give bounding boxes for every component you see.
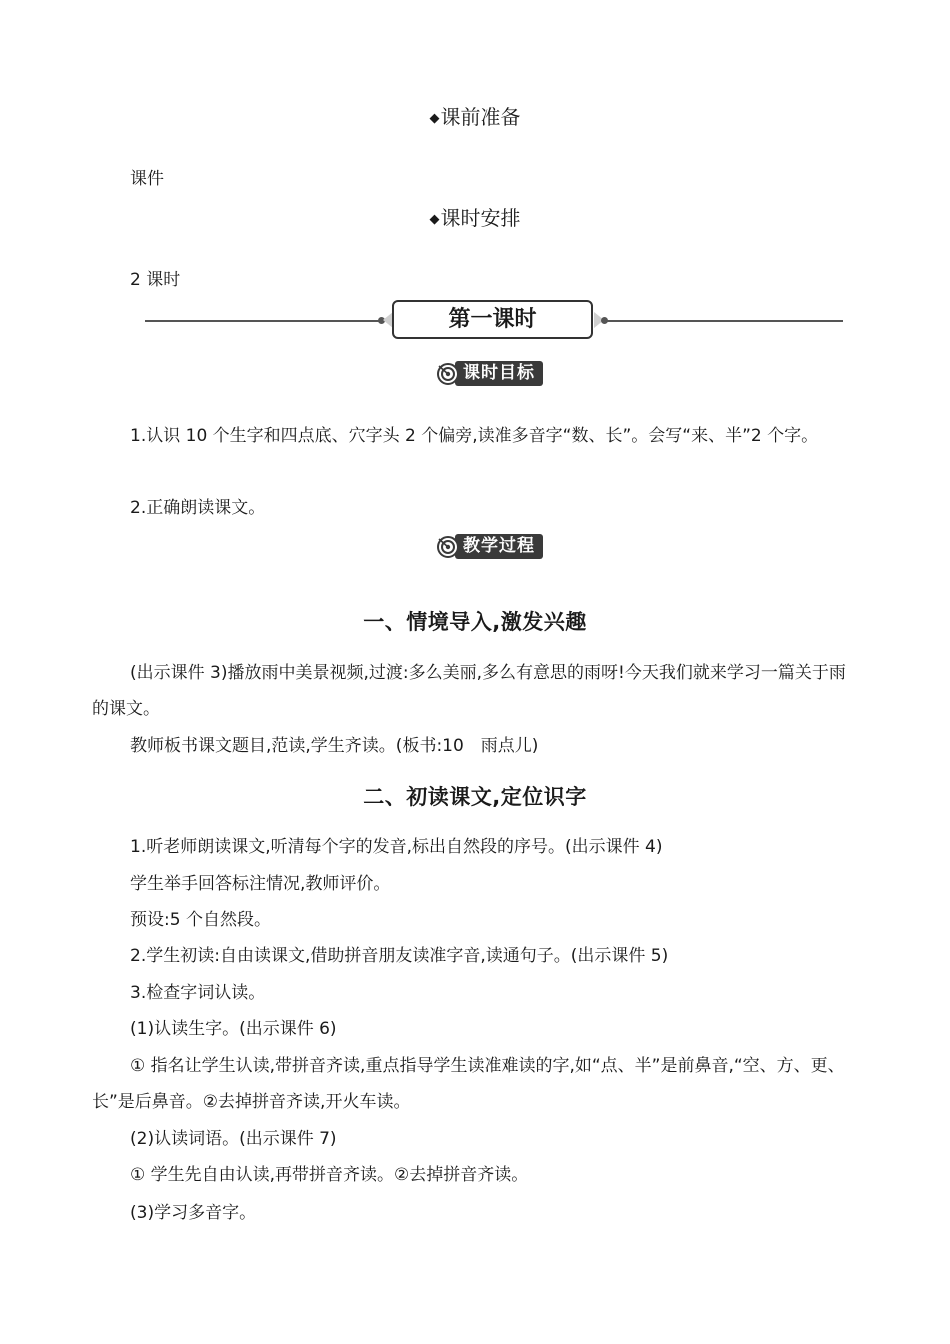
prep-heading (0, 101, 950, 130)
schedule-heading-text: 课时安排 (440, 206, 521, 230)
section2-paragraph: ① 指名让学生认读,带拼音齐读,重点指导学生读准难读的字,如“点、半”是前鼻音,“空、方、更、长”是后鼻音。②去掉拼音齐读,开火车读。 (92, 1056, 845, 1112)
lesson-banner: 第一课时 (392, 300, 593, 339)
section2-paragraph: (1)认读生字。(出示课件 6) (130, 1019, 337, 1039)
target-icon (437, 363, 459, 385)
section2-paragraph: 2.学生初读:自由读课文,借助拼音朋友读准字音,读通句子。(出示课件 5) (130, 946, 669, 966)
diamond-icon: ◆ (429, 212, 440, 227)
process-label (437, 533, 543, 560)
target-icon (437, 536, 459, 558)
section2-paragraph: 预设:5 个自然段。 (130, 910, 271, 930)
goal-item: 1.认识 10 个生字和四点底、穴字头 2 个偏旁,读准多音字“数、长”。会写“来、半”2 个字。 (130, 426, 819, 446)
banner-right-rule (605, 320, 843, 322)
section2-paragraph: (3)学习多音字。 (130, 1203, 257, 1223)
goals-label (437, 360, 543, 387)
schedule-heading (0, 202, 950, 231)
schedule-content: 2 课时 (130, 270, 181, 290)
section2-paragraph: 3.检查字词认读。 (130, 983, 266, 1003)
section2-paragraph: (2)认读词语。(出示课件 7) (130, 1129, 337, 1149)
diamond-icon: ◆ (429, 111, 440, 126)
process-label-text: 教学过程 (455, 534, 543, 559)
banner-left-rule (145, 320, 382, 322)
section2-title: 二、初读课文,定位识字 (363, 785, 587, 809)
section1-paragraph: 教师板书课文题目,范读,学生齐读。(板书:10 雨点儿) (130, 736, 539, 756)
section2-paragraph: 学生举手回答标注情况,教师评价。 (130, 874, 391, 894)
section2-paragraph: 1.听老师朗读课文,听清每个字的发音,标出自然段的序号。(出示课件 4) (130, 837, 663, 857)
section1-paragraph: (出示课件 3)播放雨中美景视频,过渡:多么美丽,多么有意思的雨呀!今天我们就来学习一篇关于雨的课文。 (92, 663, 846, 719)
prep-heading-text: 课前准备 (440, 105, 521, 129)
goal-item: 2.正确朗读课文。 (130, 498, 266, 518)
section1-title: 一、情境导入,激发兴趣 (363, 610, 587, 634)
section2-paragraph: ① 学生先自由认读,再带拼音齐读。②去掉拼音齐读。 (130, 1165, 529, 1185)
goals-label-text: 课时目标 (455, 361, 543, 386)
prep-content: 课件 (130, 169, 164, 189)
